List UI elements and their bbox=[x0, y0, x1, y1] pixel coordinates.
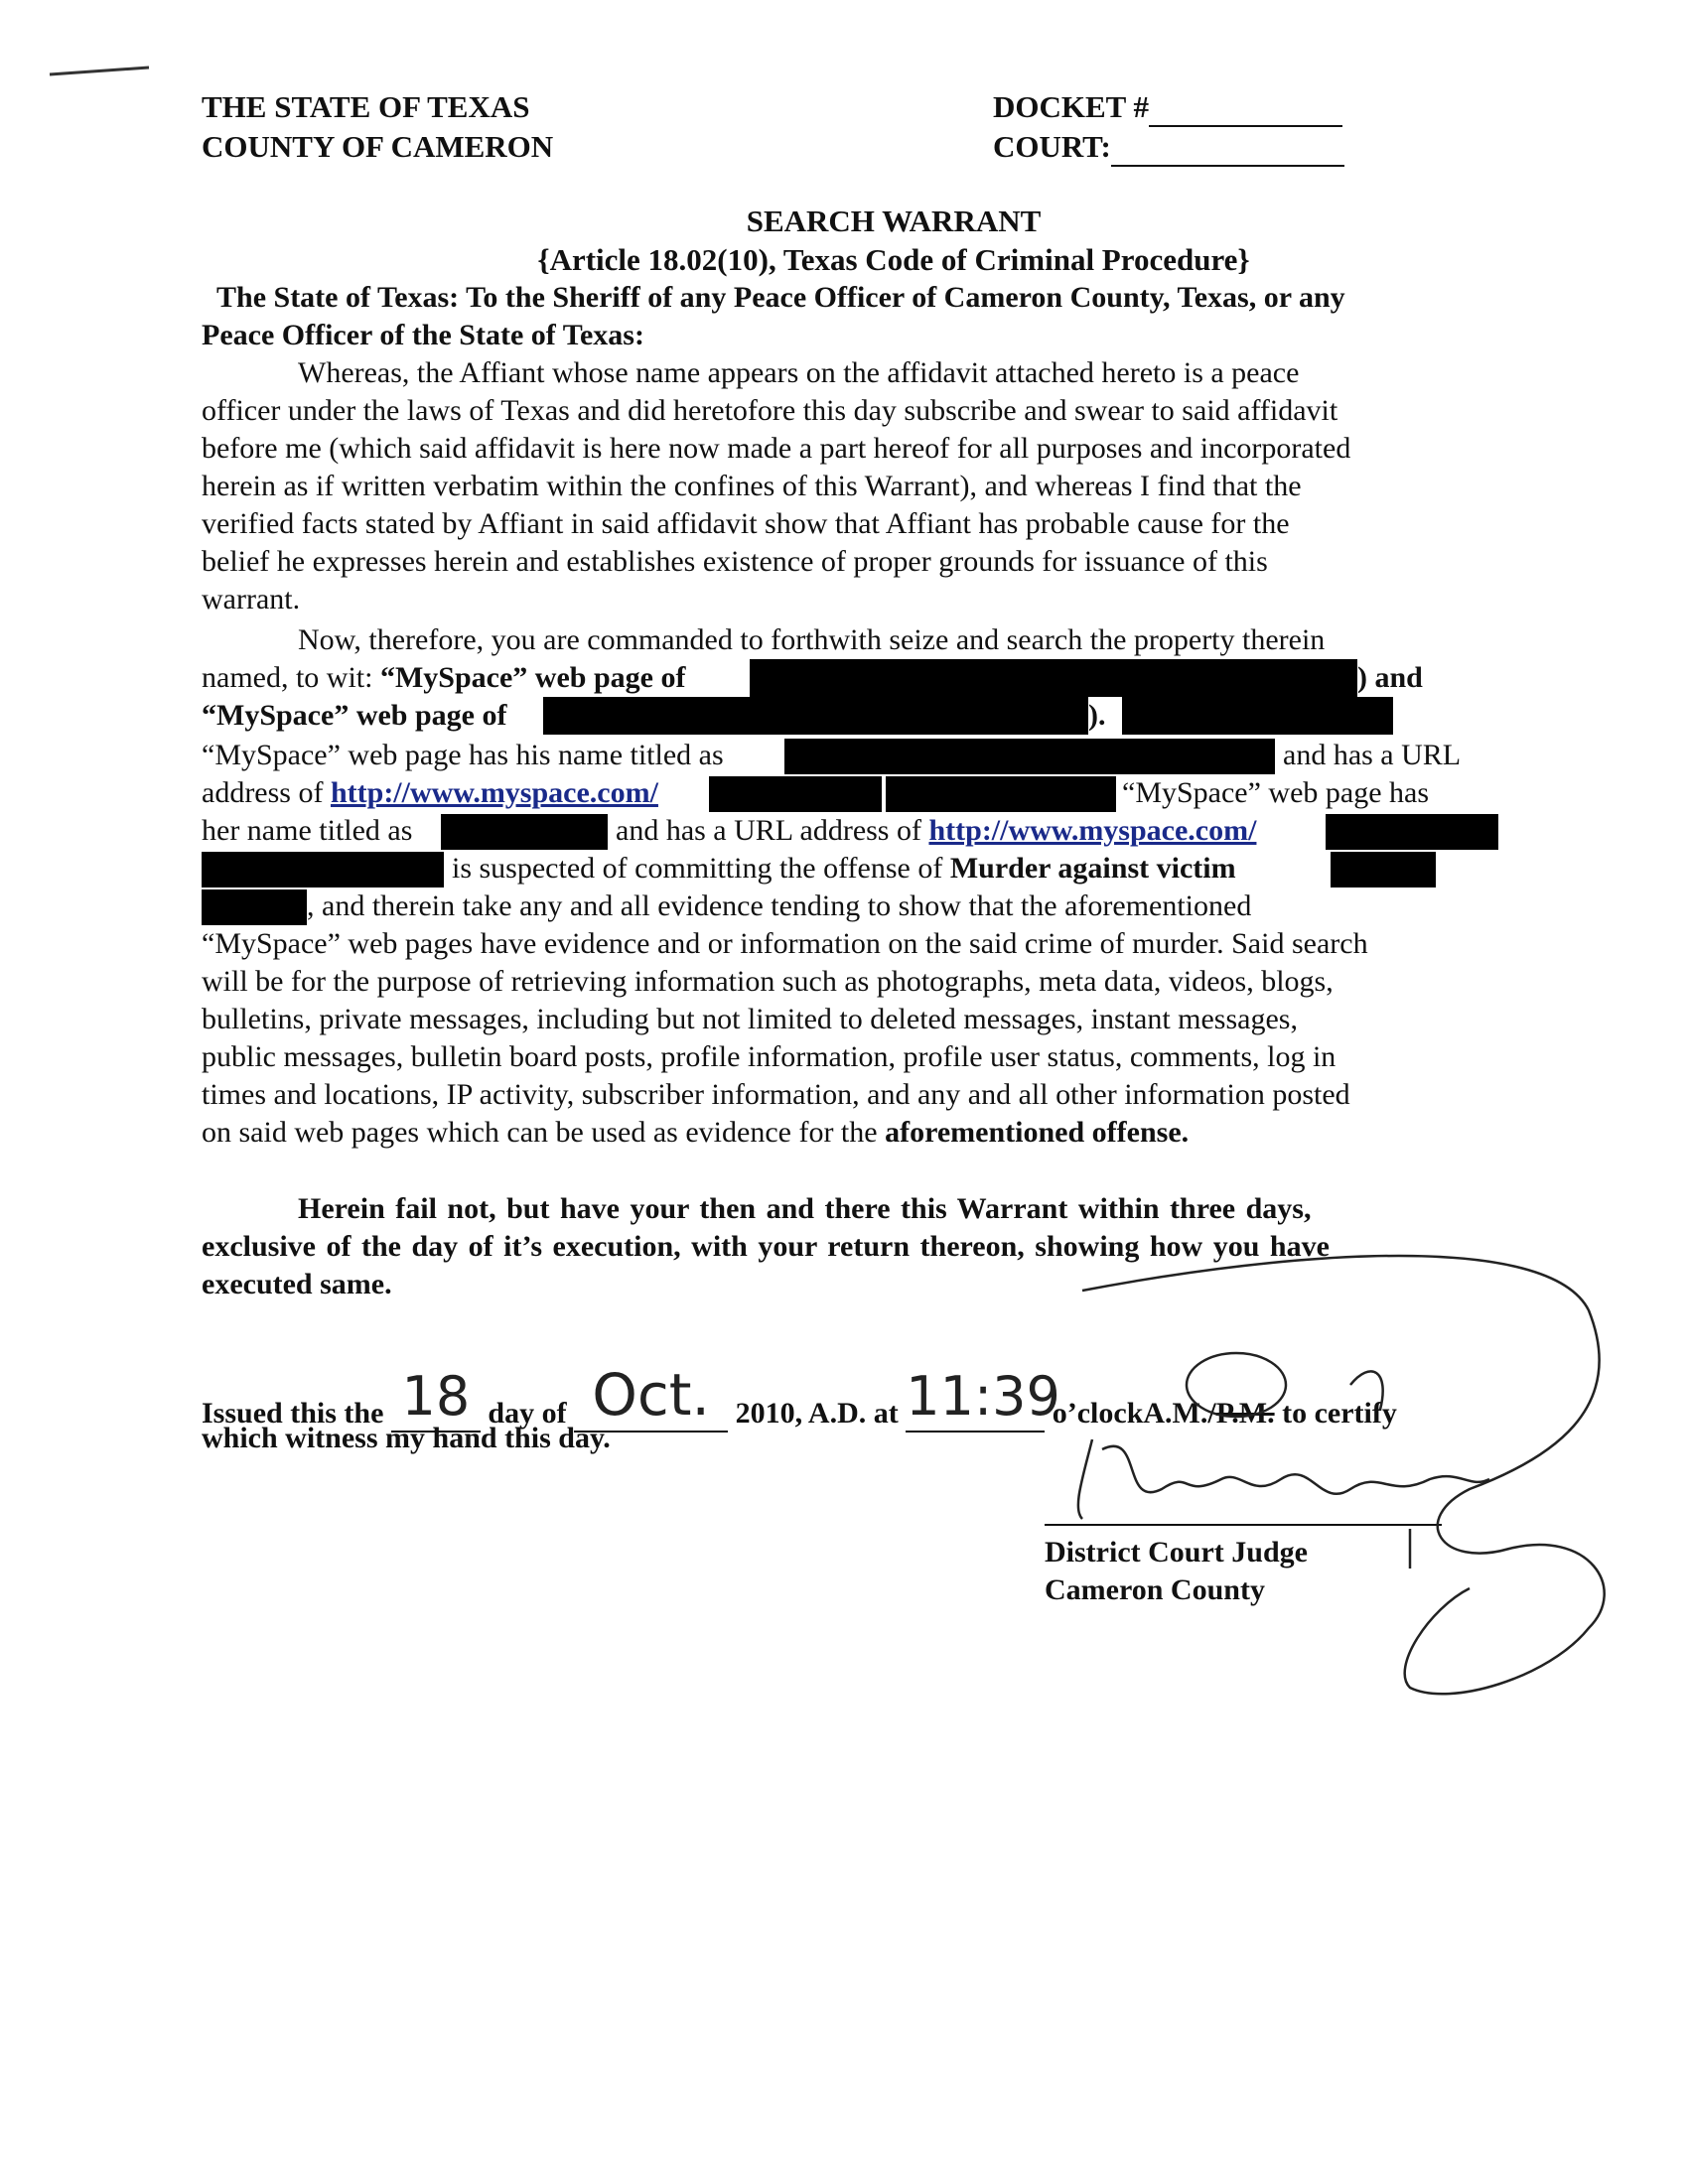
now-text-bold: “MySpace” web page of bbox=[202, 699, 507, 732]
myspace-url-link[interactable]: http://www.myspace.com/ bbox=[928, 814, 1257, 847]
docket-label: DOCKET # bbox=[993, 89, 1150, 124]
redaction-box bbox=[1331, 852, 1436, 887]
now-line: “MySpace” web page has bbox=[1122, 776, 1430, 809]
docket-field bbox=[993, 87, 1342, 127]
document-subtitle: {Article 18.02(10), Texas Code of Criminal Procedure} bbox=[537, 242, 1250, 277]
court-field bbox=[993, 127, 1344, 167]
redaction-box bbox=[543, 697, 1088, 735]
now-line: will be for the purpose of retrieving information such as photographs, meta data, videos, blogs, bbox=[202, 965, 1334, 998]
now-text: is suspected of committing the offense of bbox=[452, 852, 950, 885]
redaction-box bbox=[1326, 814, 1498, 850]
now-text-bold: ) and bbox=[1357, 661, 1423, 694]
now-line: her name titled as bbox=[202, 814, 413, 847]
herein-line: executed same. bbox=[202, 1268, 392, 1300]
document-title: SEARCH WARRANT bbox=[746, 204, 1042, 238]
whereas-line: warrant. bbox=[202, 583, 301, 615]
now-text: on said web pages which can be used as evidence for the bbox=[202, 1116, 886, 1149]
now-text-bold: ). bbox=[1088, 699, 1106, 732]
issued-text: Issued this the bbox=[202, 1397, 384, 1430]
issued-line: Issued this the 18 day of Oct. 2010, A.D. at 11:39 o’clockA.M./P.M. to certify bbox=[202, 1382, 1397, 1433]
handwritten-time: 11:39 bbox=[906, 1365, 1060, 1428]
redaction-box bbox=[784, 739, 1275, 774]
now-text-bold: Murder against victim bbox=[949, 852, 1236, 885]
issued-time-field bbox=[906, 1365, 1060, 1433]
handwritten-day: 18 bbox=[401, 1365, 471, 1428]
whereas-line: officer under the laws of Texas and did heretofore this day subscribe and swear to said affidavit bbox=[202, 394, 1338, 427]
herein-line: exclusive of the day of it’s execution, with your return thereon, showing how you have bbox=[202, 1230, 1330, 1263]
now-line bbox=[452, 850, 1236, 887]
state-heading: THE STATE OF TEXAS bbox=[202, 89, 530, 124]
redaction-box bbox=[441, 814, 608, 850]
now-line: , and therein take any and all evidence tending to show that the aforementioned bbox=[307, 889, 1252, 922]
now-text: named, to wit: bbox=[202, 661, 380, 694]
now-line: bulletins, private messages, including but not limited to deleted messages, instant messages, bbox=[202, 1003, 1298, 1035]
whereas-line: Whereas, the Affiant whose name appears on the affidavit attached hereto is a peace bbox=[298, 356, 1300, 389]
issued-text: to certify bbox=[1282, 1397, 1397, 1430]
redaction-box bbox=[886, 776, 1116, 812]
whereas-line: before me (which said affidavit is here now made a part hereof for all purposes and incorporated bbox=[202, 432, 1351, 465]
now-line bbox=[616, 812, 1256, 850]
address-line-1: The State of Texas: To the Sheriff of any Peace Officer of Cameron County, Texas, or any bbox=[216, 281, 1345, 314]
whereas-line: belief he expresses herein and establishes existence of proper grounds for issuance of this bbox=[202, 545, 1268, 578]
now-line bbox=[202, 1114, 1189, 1152]
now-text: address of bbox=[202, 776, 331, 809]
county-heading: COUNTY OF CAMERON bbox=[202, 129, 554, 164]
now-line: “MySpace” web pages have evidence and or information on the said crime of murder. Said search bbox=[202, 927, 1368, 960]
issued-text: day of bbox=[488, 1397, 567, 1430]
now-line bbox=[202, 659, 685, 697]
now-text: and has a URL address of bbox=[616, 814, 929, 847]
issued-text: 2010, A.D. at bbox=[735, 1397, 899, 1430]
redaction-box bbox=[750, 659, 1357, 697]
issued-text: o’clock bbox=[1052, 1397, 1144, 1430]
issued-line-2: which witness my hand this day. bbox=[202, 1422, 611, 1454]
signer-county: Cameron County bbox=[1045, 1573, 1265, 1606]
redaction-box bbox=[202, 852, 444, 887]
whereas-line: verified facts stated by Affiant in said affidavit show that Affiant has probable cause for the bbox=[202, 507, 1290, 540]
redaction-box bbox=[202, 889, 307, 925]
signer-title: District Court Judge bbox=[1045, 1536, 1308, 1569]
now-line: “MySpace” web page has his name titled as bbox=[202, 739, 724, 771]
now-line: times and locations, IP activity, subscriber information, and any and all other information posted bbox=[202, 1078, 1350, 1111]
now-line: Now, therefore, you are commanded to forthwith seize and search the property therein bbox=[298, 623, 1326, 656]
court-label: COURT: bbox=[993, 129, 1111, 164]
whereas-line: herein as if written verbatim within the confines of this Warrant), and whereas I find that the bbox=[202, 470, 1302, 502]
docket-blank bbox=[1149, 95, 1342, 127]
now-line: public messages, bulletin board posts, profile information, profile user status, comments, log in bbox=[202, 1040, 1336, 1073]
now-line: and has a URL bbox=[1283, 739, 1462, 771]
court-blank bbox=[1111, 135, 1344, 167]
signature-line bbox=[1045, 1524, 1442, 1526]
myspace-url-link[interactable]: http://www.myspace.com/ bbox=[330, 776, 658, 809]
handwritten-month: Oct. bbox=[592, 1361, 710, 1429]
now-text-bold: “MySpace” web page of bbox=[379, 661, 686, 694]
herein-line: Herein fail not, but have your then and there this Warrant within three days, bbox=[298, 1192, 1312, 1225]
now-text-bold: aforementioned offense. bbox=[885, 1116, 1190, 1149]
redaction-box bbox=[709, 776, 882, 812]
pm-option: P.M. bbox=[1215, 1397, 1275, 1430]
now-line bbox=[202, 774, 658, 812]
am-option: A.M. bbox=[1143, 1397, 1208, 1430]
address-line-2: Peace Officer of the State of Texas: bbox=[202, 319, 644, 351]
redaction-box bbox=[1122, 697, 1393, 735]
